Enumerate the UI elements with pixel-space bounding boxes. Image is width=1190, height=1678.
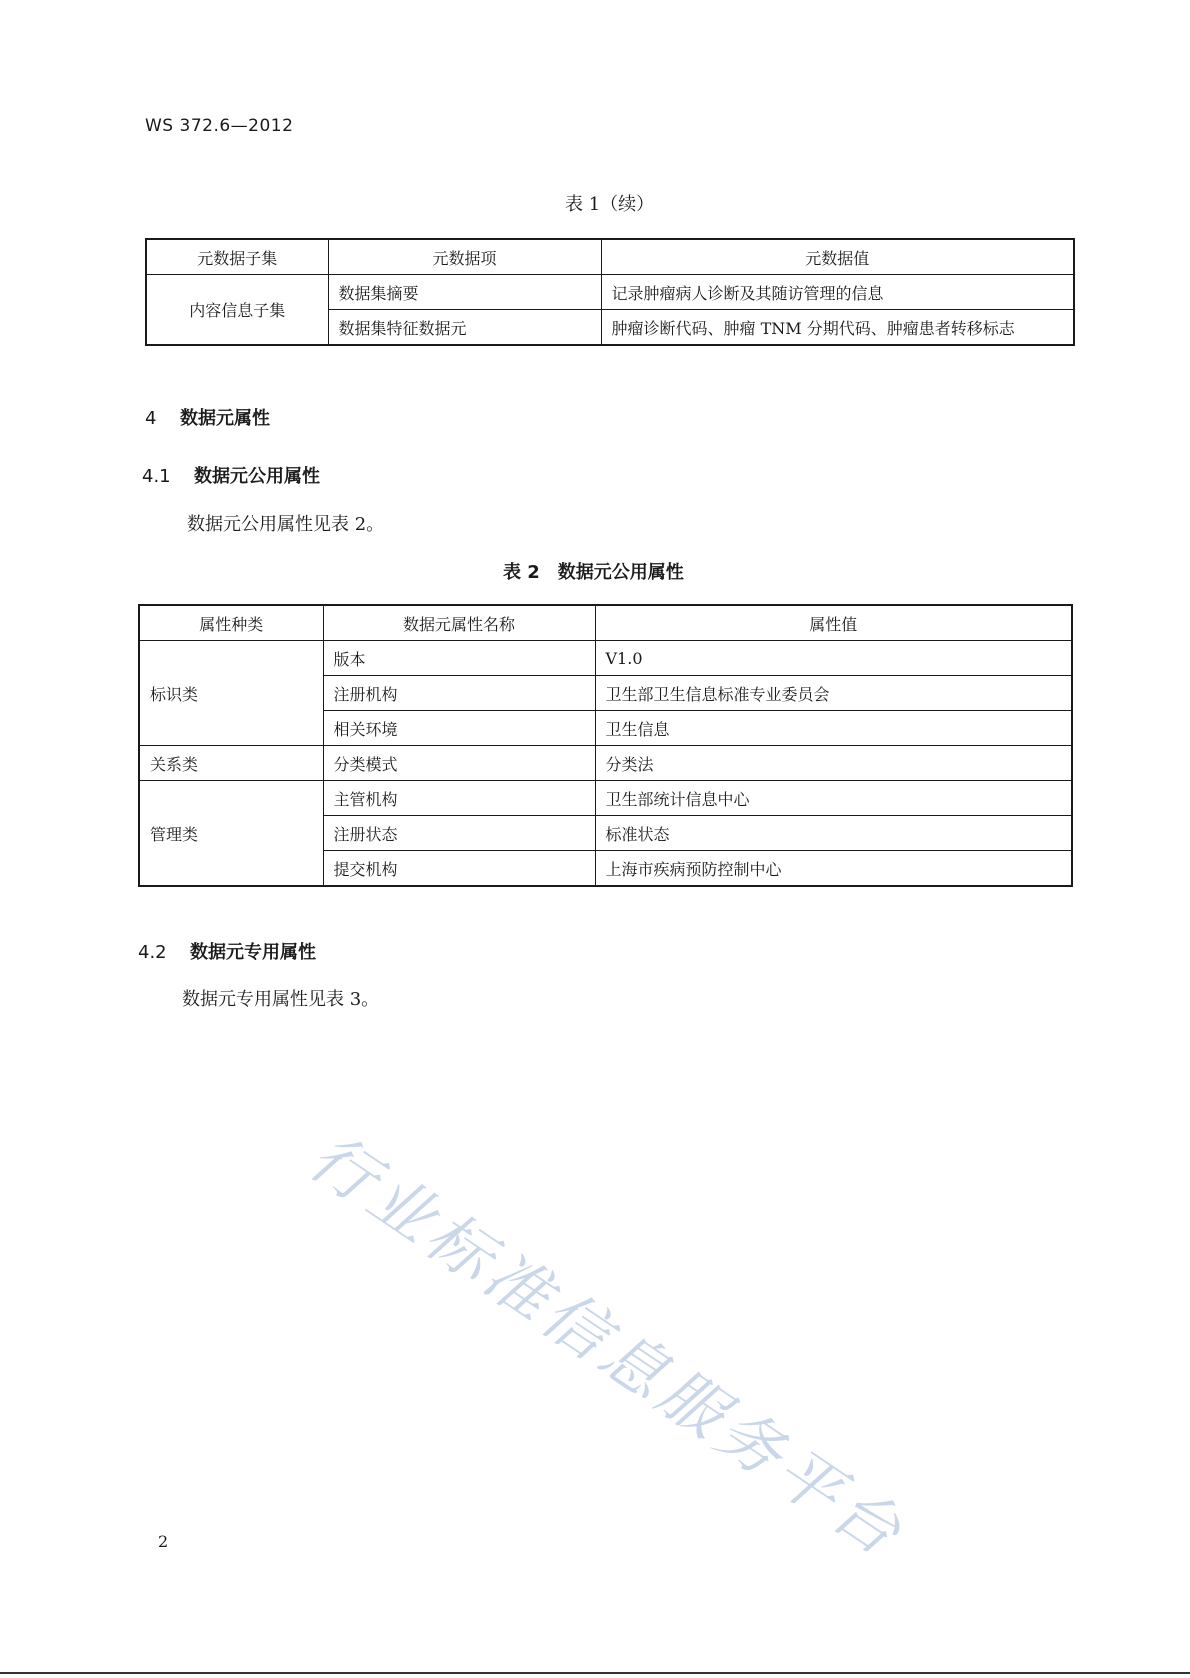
table-cell: 上海市疾病预防控制中心 — [595, 851, 1072, 887]
section-title: 数据元专用属性 — [190, 942, 316, 963]
table-cell: V1.0 — [595, 641, 1072, 676]
section-title: 数据元属性 — [180, 408, 270, 429]
table-cell: 提交机构 — [323, 851, 595, 887]
table1-header-cell: 元数据项 — [328, 239, 601, 275]
table-cell: 标准状态 — [595, 816, 1072, 851]
table-cell: 注册状态 — [323, 816, 595, 851]
page-bottom-rule — [0, 1672, 1190, 1674]
section-number: 4 — [145, 408, 157, 429]
table-cell: 注册机构 — [323, 676, 595, 711]
table2-category-cell: 标识类 — [139, 641, 323, 746]
table1-header-cell: 元数据子集 — [146, 239, 328, 275]
page-number: 2 — [158, 1532, 169, 1551]
section-4-2-body: 数据元专用属性见表 3。 — [182, 989, 380, 1010]
table-cell: 数据集特征数据元 — [328, 310, 601, 346]
table-cell: 分类法 — [595, 746, 1072, 781]
standard-code: WS 372.6—2012 — [145, 116, 294, 136]
table-row — [146, 275, 1074, 310]
table2-header-cell: 属性种类 — [139, 605, 323, 641]
watermark: 行业标准信息服务平台 — [295, 1120, 918, 1574]
section-number: 4.1 — [142, 466, 171, 487]
table-cell: 数据集摘要 — [328, 275, 601, 310]
table2 — [138, 604, 1073, 887]
section-4-1-heading — [142, 462, 320, 488]
table2-category-cell: 管理类 — [139, 781, 323, 887]
table1-group-cell: 内容信息子集 — [146, 275, 328, 346]
table-row — [139, 781, 1072, 816]
table1-caption: 表 1（续） — [565, 194, 655, 215]
table2-category-cell: 关系类 — [139, 746, 323, 781]
table-row — [139, 746, 1072, 781]
table-cell: 卫生信息 — [595, 711, 1072, 746]
table-cell: 版本 — [323, 641, 595, 676]
table1-header-row — [146, 239, 1074, 275]
table-cell: 主管机构 — [323, 781, 595, 816]
table1 — [145, 238, 1075, 346]
table2-header-cell: 数据元属性名称 — [323, 605, 595, 641]
section-number: 4.2 — [138, 942, 167, 963]
section-title: 数据元公用属性 — [194, 466, 320, 487]
section-4-1-body: 数据元公用属性见表 2。 — [187, 514, 385, 535]
section-4-heading — [145, 404, 270, 430]
section-4-2-heading — [138, 938, 316, 964]
table-cell: 肿瘤诊断代码、肿瘤 TNM 分期代码、肿瘤患者转移标志 — [601, 310, 1074, 346]
table-cell: 相关环境 — [323, 711, 595, 746]
table-row — [139, 641, 1072, 676]
table-cell: 卫生部统计信息中心 — [595, 781, 1072, 816]
table-cell: 分类模式 — [323, 746, 595, 781]
table-cell: 卫生部卫生信息标准专业委员会 — [595, 676, 1072, 711]
table1-header-cell: 元数据值 — [601, 239, 1074, 275]
table2-header-cell: 属性值 — [595, 605, 1072, 641]
table-cell: 记录肿瘤病人诊断及其随访管理的信息 — [601, 275, 1074, 310]
table2-caption: 表 2 数据元公用属性 — [503, 562, 684, 583]
table2-header-row — [139, 605, 1072, 641]
